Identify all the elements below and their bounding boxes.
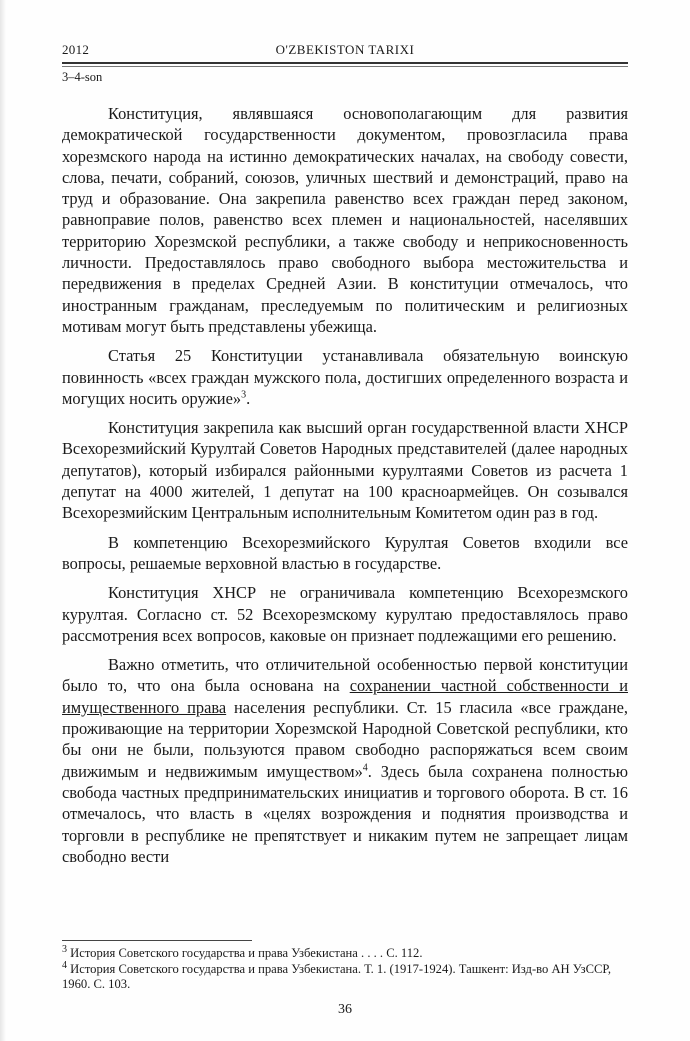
header-rule bbox=[62, 62, 628, 64]
underlined-phrase: сохранении частной собственности и имущественного права bbox=[62, 676, 628, 717]
paragraph bbox=[62, 582, 628, 646]
footnote bbox=[62, 943, 628, 962]
issue-number: 3–4-son bbox=[62, 70, 103, 84]
paragraph-text: Статья 25 Конституции устанавливала обязательную воинскую повинность «всех граждан мужского пола, достигших определенного возраста и могущих носить оружие» bbox=[62, 346, 628, 408]
paragraph-text: Конституция ХНСР не ограничивала компетенцию Всехорезмского курултая. Согласно ст. 52 Всехорезмскому курултаю предоставлялось право рассмотрения всех вопросов, каковые он признает подлежащими его решению. bbox=[62, 583, 628, 645]
footnote-number: 4 bbox=[62, 959, 67, 971]
footnote bbox=[62, 959, 628, 993]
paragraph-tail: . Здесь была сохранена полностью свобода частных предпринимательских инициатив и торгового оборота. В ст. 16 отмечалось, что власть в «целях возрождения и поднятия производства и торговли в республике не препятствует и никаким путем не запрещает лицам свободно вести bbox=[62, 761, 628, 866]
footnote-text: История Советского государства и права Узбекистана . . . . С. 112. bbox=[67, 946, 423, 960]
header-year: 2012 bbox=[62, 42, 90, 57]
article-body bbox=[62, 103, 628, 875]
paragraph-text: Конституция, являвшаяся основополагающим для развития демократической государственности документом, провозгласила права хорезмского народа на истинно демократических началах, на свободу совести, слова, печати, собраний, союзов, уличных шествий и демонстраций, право на труд и образование. Она закрепила равенство всех граждан перед законом, равноправие полов, равенство всех племен и национальностей, населявших территорию Хорезмской республики, а также свободу и неприкосновенность личности. Предоставлялось право свободного выбора местожительства и передвижения в пределах Средней Азии. В конституции отмечалось, что иностранным гражданам, преследуемым по политическим и религиозных мотивам могут быть представлены убежища. bbox=[62, 104, 628, 336]
footnote-ref[interactable]: 3 bbox=[241, 389, 247, 401]
paragraph bbox=[62, 103, 628, 337]
journal-title: O'ZBEKISTON TARIXI bbox=[275, 42, 415, 57]
paragraph bbox=[62, 417, 628, 523]
paragraph-text: В компетенцию Всехорезмийского Курултая Советов входили все вопросы, решаемые верховной властью в государстве. bbox=[62, 532, 628, 573]
paragraph bbox=[62, 532, 628, 575]
paragraph-text: Важно отметить, что отличительной особенностью первой конституции было то, что она была основана на bbox=[62, 655, 628, 696]
page-number: 36 bbox=[338, 1002, 352, 1017]
footnote-number: 3 bbox=[62, 943, 67, 955]
paragraph-tail: . bbox=[246, 388, 251, 408]
paragraph bbox=[62, 345, 628, 409]
paragraph-text: Конституция закрепила как высший орган государственной власти ХНСР Всехорезмийский Курултай Советов Народных представителей (далее народных депутатов), который избирался районными курултаями Советов из расчета 1 депутат на 4000 жителей, 1 депутат на 100 красноармейцев. Он созывался Всехорезмийским Центральным исполнительным Комитетом один раз в год. bbox=[62, 418, 628, 523]
header-rule-thin bbox=[62, 66, 628, 67]
footnote-ref[interactable]: 4 bbox=[362, 762, 368, 774]
paragraph-text: населения республики. Ст. 15 гласила «все граждане, проживающие на территории Хорезмской Народной Советской республики, кто бы они не были, пользуются правом свободно распоряжаться всем своим движимым и недвижимым имуществом» bbox=[62, 697, 628, 781]
footnote-text: История Советского государства и права Узбекистана. Т. 1. (1917-1924). Ташкент: Изд-во АН УзССР, 1960. С. 103. bbox=[62, 961, 611, 991]
footnote-rule bbox=[62, 940, 252, 941]
footnotes bbox=[62, 943, 628, 993]
paragraph bbox=[62, 654, 628, 867]
